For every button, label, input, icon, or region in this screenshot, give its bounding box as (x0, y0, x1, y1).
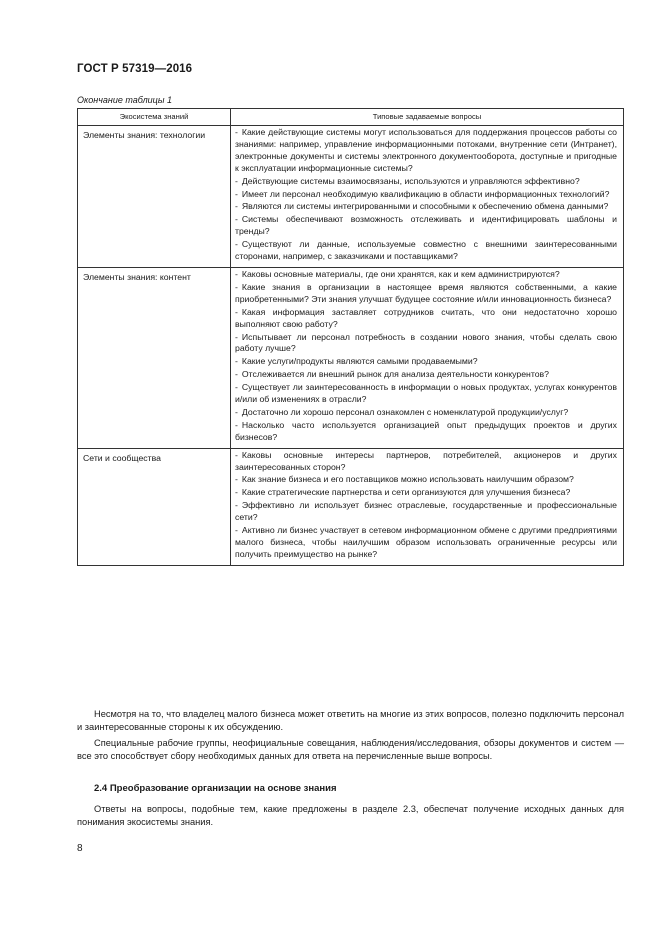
question-text: Существует ли заинтересованность в информации о новых продуктах, услугах конкурентов и/или об изменениях в отрасли? (235, 382, 617, 405)
bullet-dash: - (235, 449, 238, 460)
question-text: Имеет ли персонал необходимую квалификацию в области информационных технологий? (241, 188, 610, 199)
question-text: Существуют ли данные, используемые совместно с внешними заинтересованными сторонами, например, с заказчиками и поставщиками? (235, 239, 617, 262)
question-text: Активно ли бизнес участвует в сетевом информационном обмене с другими предприятиями малого бизнеса, чтобы наилучшим образом использовать ограниченные ресурсы или получить преимущество на рынке? (235, 525, 617, 559)
question-text: Каковы основные материалы, где они хранятся, как и кем администрируются? (241, 268, 560, 279)
question-item (235, 239, 617, 263)
question-item (235, 189, 617, 201)
paragraph-text: Ответы на вопросы, подобные тем, какие предложены в разделе 2.3, обеспечат получение исходных данных для понимания экосистемы знания. (77, 804, 624, 827)
question-item (235, 356, 617, 368)
question-text: Какие услуги/продукты являются самыми продаваемыми? (241, 356, 478, 367)
section-title: 2.4 Преобразование организации на основе знания (94, 783, 337, 794)
bullet-dash: - (235, 382, 238, 393)
question-item (235, 307, 617, 331)
row-questions (231, 126, 624, 268)
question-text: Какие действующие системы могут использоваться для поддержания процессов работы со знаниями: например, управление информационными потоками, внутренние сети (Интранет), электронные документы и системы электронного документооборота, доступные и пригодные к эксплуатации информационные системы? (235, 127, 617, 173)
question-item (235, 214, 617, 238)
question-item (235, 282, 617, 306)
question-text: Какая информация заставляет сотрудников считать, что они недостаточно хорошо выполняют свою работу? (235, 306, 617, 329)
bullet-dash: - (235, 127, 238, 137)
bullet-dash: - (235, 239, 238, 250)
question-item (235, 450, 617, 474)
question-text: Насколько часто используется организацией опыт предыдущих проектов и других бизнесов? (235, 419, 617, 442)
question-item (235, 525, 617, 561)
question-text: Действующие системы взаимосвязаны, используются и управляются эффективно? (241, 175, 580, 186)
bullet-dash: - (235, 188, 238, 199)
question-item (235, 382, 617, 406)
question-item (235, 369, 617, 381)
question-item (235, 269, 617, 281)
paragraph-text: Специальные рабочие группы, неофициальные совещания, наблюдения/исследования, обзоры документов и систем — все это способствует сбору необходимых данных для ответа на перечисленные выше вопросы. (77, 738, 624, 761)
table-row (78, 267, 624, 448)
row-category: Элементы знания: контент (78, 267, 231, 448)
table-caption: Окончание таблицы 1 (77, 95, 172, 105)
question-item (235, 201, 617, 213)
question-item (235, 407, 617, 419)
row-category: Сети и сообщества (78, 448, 231, 565)
question-item (235, 420, 617, 444)
row-questions (231, 267, 624, 448)
body-paragraph (77, 803, 624, 828)
question-text: Каковы основные интересы партнеров, потребителей, акционеров и других заинтересованных сторон? (235, 449, 617, 472)
question-text: Как знание бизнеса и его поставщиков можно использовать наилучшим образом? (241, 474, 574, 485)
question-text: Какие стратегические партнерства и сети организуются для улучшения бизнеса? (241, 487, 571, 498)
row-category: Элементы знания: технологии (78, 126, 231, 268)
document-standard-header: ГОСТ Р 57319—2016 (77, 63, 193, 75)
question-text: Испытывает ли персонал потребность в создании нового знания, чтобы сделать свою работу лучше? (235, 331, 617, 354)
question-text: Являются ли системы интегрированными и способными к обеспечению обмена данными? (241, 201, 609, 212)
bullet-dash: - (235, 175, 238, 186)
question-item (235, 500, 617, 524)
bullet-dash: - (235, 487, 238, 498)
bullet-dash: - (235, 474, 238, 485)
bullet-dash: - (235, 406, 238, 417)
bullet-dash: - (235, 356, 238, 367)
question-item (235, 332, 617, 356)
column-header-ecosystem: Экосистема знаний (78, 109, 231, 126)
question-item (235, 474, 617, 486)
row-questions (231, 448, 624, 565)
bullet-dash: - (235, 201, 238, 212)
knowledge-ecosystem-table (77, 108, 624, 566)
question-item (235, 487, 617, 499)
page-number: 8 (77, 843, 83, 854)
bullet-dash: - (235, 419, 238, 430)
question-text: Эффективно ли использует бизнес отраслевые, государственные и профессиональные сети? (235, 500, 617, 523)
body-paragraph (77, 708, 624, 733)
question-text: Достаточно ли хорошо персонал ознакомлен с номенклатурой продукции/услуг? (241, 406, 569, 417)
table-header-row (78, 109, 624, 126)
column-header-questions: Типовые задаваемые вопросы (231, 109, 624, 126)
table-row (78, 448, 624, 565)
bullet-dash: - (235, 500, 238, 511)
bullet-dash: - (235, 525, 238, 536)
question-text: Какие знания в организации в настоящее время являются собственными, а какие приобретенными? Эти знания улучшат будущее состояние и/или инновационность бизнеса? (235, 281, 617, 304)
bullet-dash: - (235, 281, 238, 292)
bullet-dash: - (235, 268, 238, 279)
body-paragraph (77, 737, 624, 762)
bullet-dash: - (235, 214, 238, 225)
question-text: Системы обеспечивают возможность отслеживать и идентифицировать шаблоны и тренды? (235, 214, 617, 237)
question-text: Отслеживается ли внешний рынок для анализа деятельности конкурентов? (241, 369, 549, 380)
table-row (78, 126, 624, 268)
question-item (235, 176, 617, 188)
bullet-dash: - (235, 331, 238, 342)
paragraph-text: Несмотря на то, что владелец малого бизнеса может ответить на многие из этих вопросов, полезно подключить персонал и заинтересованные стороны к их обсуждению. (77, 709, 624, 732)
bullet-dash: - (235, 369, 238, 380)
bullet-dash: - (235, 306, 238, 317)
question-item (235, 127, 617, 175)
